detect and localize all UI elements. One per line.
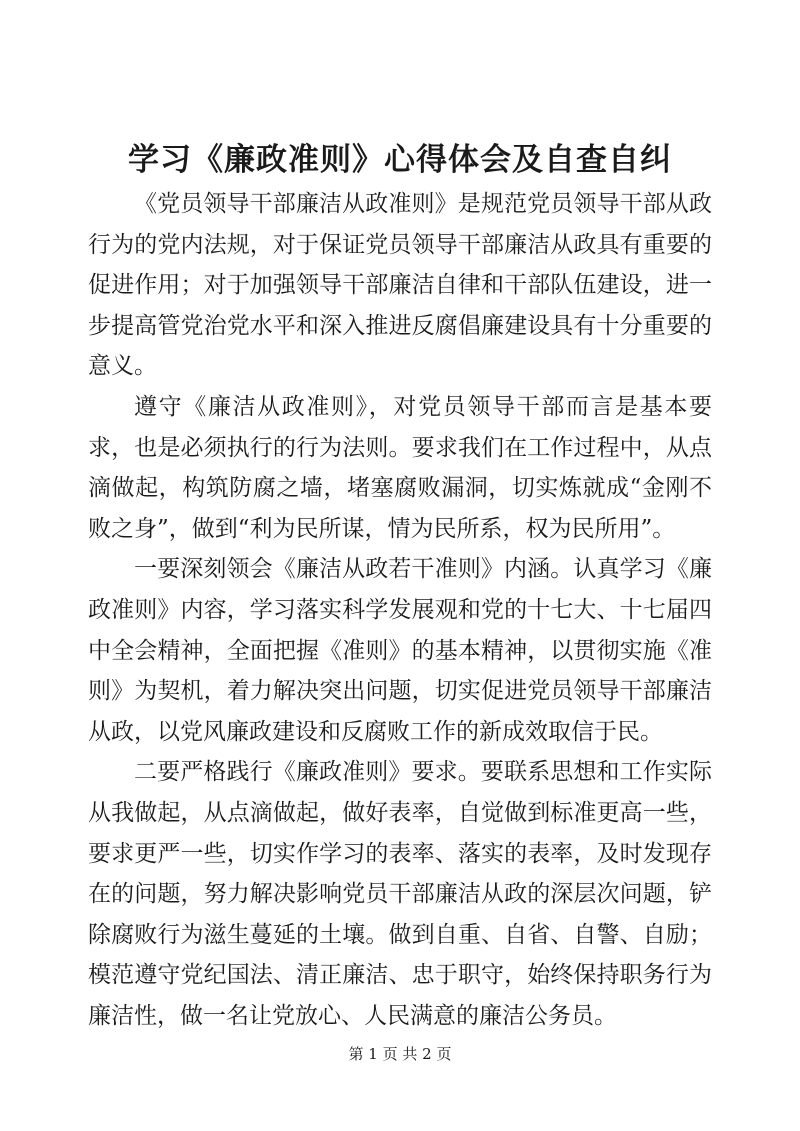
paragraph-intro: 《党员领导干部廉洁从政准则》是规范党员领导干部从政行为的党内法规，对于保证党员领导干部廉洁从政具有重要的促进作用；对于加强领导干部廉洁自律和干部队伍建设，进一步提高管党治党水平和深入推进反腐倡廉建设具有十分重要的意义。 bbox=[88, 191, 712, 380]
paragraph-point-two: 二要严格践行《廉政准则》要求。要联系思想和工作实际从我做起，从点滴做起，做好表率，自觉做到标准更高一些，要求更严一些，切实作学习的表率、落实的表率，及时发现存在的问题，努力解决影响党员干部廉洁从政的深层次问题，铲除腐败行为滋生蔓延的土壤。做到自重、自省、自警、自励；模范遵守党纪国法、清正廉洁、忠于职守，始终保持职务行为廉洁性，做一名让党放心、人民满意的廉洁公务员。 bbox=[88, 759, 712, 1029]
page-footer: 第 1 页 共 2 页 bbox=[348, 1045, 452, 1063]
document-title: 学习《廉政准则》心得体会及自查自纠 bbox=[128, 142, 672, 178]
paragraph-point-one: 一要深刻领会《廉洁从政若干准则》内涵。认真学习《廉政准则》内容，学习落实科学发展观和党的十七大、十七届四中全会精神，全面把握《准则》的基本精神，以贯彻实施《准则》为契机，着力解决突出问题，切实促进党员领导干部廉洁从政，以党风廉政建设和反腐败工作的新成效取信于民。 bbox=[88, 556, 712, 745]
document-body bbox=[88, 184, 712, 1036]
paragraph-compliance: 遵守《廉洁从政准则》，对党员领导干部而言是基本要求，也是必须执行的行为法则。要求我们在工作过程中，从点滴做起，构筑防腐之墙，堵塞腐败漏洞，切实炼就成“金刚不败之身”，做到“利为民所谋，情为民所系，权为民所用”。 bbox=[88, 393, 712, 542]
